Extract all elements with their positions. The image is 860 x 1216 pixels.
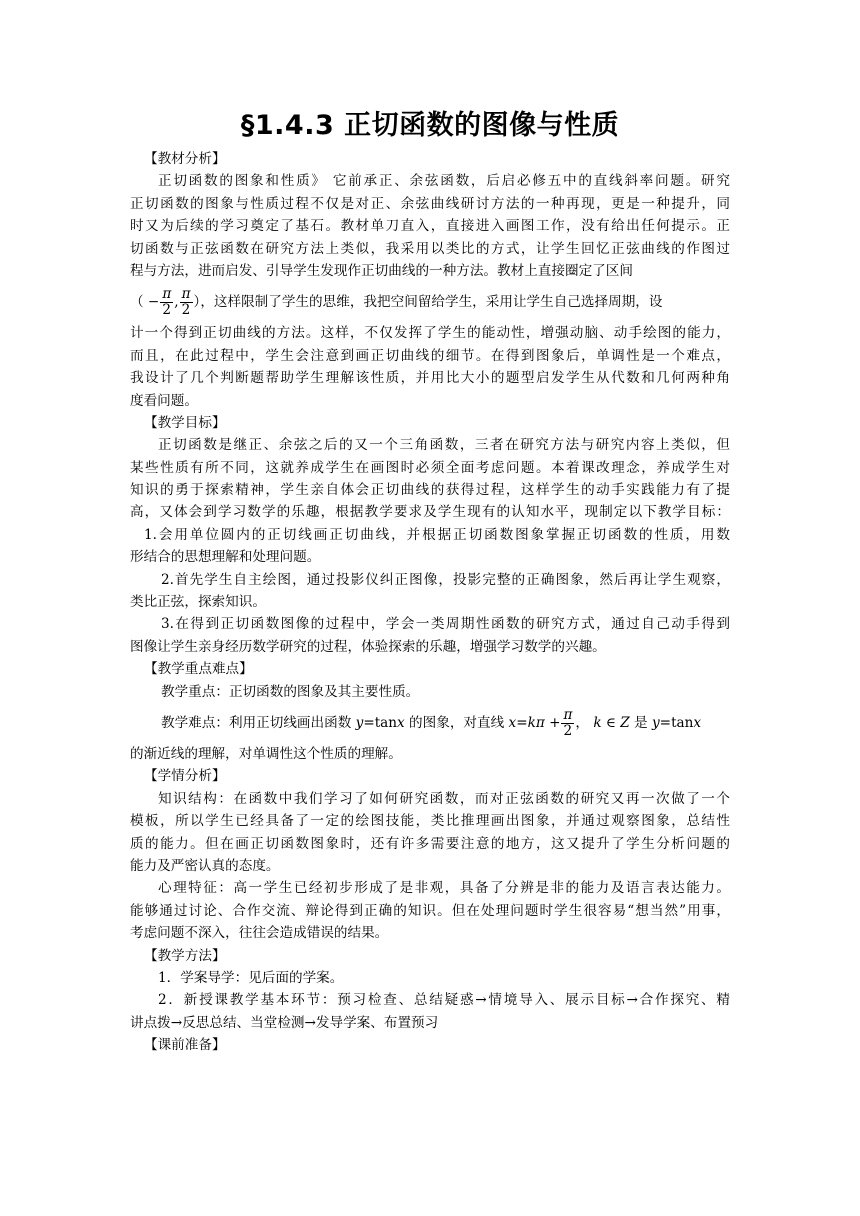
method-2-line: 讲点拨→反思总结、当堂检测→发导学案、布置预习 xyxy=(130,1014,439,1031)
section-header-student-analysis: 【学情分析】 xyxy=(144,768,226,785)
paragraph-line: 我设计了几个判断题帮助学生理解该性质，并用比大小的题型启发学生从代数和几何两种角 xyxy=(130,370,730,387)
teaching-difficulty-line xyxy=(130,703,730,743)
paragraph-line: 程与方法，进而启发、引导学生发现作正切曲线的一种方法。教材上直接圈定了区间 xyxy=(130,262,633,279)
goal-1-line: 形结合的思想理解和处理问题。 xyxy=(130,549,321,566)
fraction-pi-over-2 xyxy=(561,708,574,739)
function-y: y= xyxy=(355,714,375,731)
paragraph-line: 某些性质有所不同，这就养成学生在画图时必须全面考虑问题。本着课改理念，养成学生对 xyxy=(130,459,730,476)
function-tan: tan xyxy=(374,714,398,731)
paragraph-line: 计一个得到正切曲线的方法。这样，不仅发挥了学生的能动性，增强动脑、动手绘图的能力， xyxy=(130,325,730,342)
asymptote-equation: x=kπ + xyxy=(508,714,561,731)
document-body xyxy=(130,148,730,1056)
goal-2-line: 2.首先学生自主绘图，通过投影仪纠正图像，投影完整的正确图象，然后再让学生观察， xyxy=(161,571,730,588)
difficulty-separator: ， xyxy=(575,714,594,731)
interval-formula-line xyxy=(130,282,730,322)
paragraph-line: 正切函数是继正、余弦之后的又一个三角函数，三者在研究方法与研究内容上类似，但 xyxy=(158,437,730,454)
paragraph-line: 正切函数的图象与性质过程不仅是对正、余弦曲线研讨方法的一种再现，更是一种提升，同 xyxy=(130,195,730,212)
paragraph-line: 能够通过讨论、合作交流、辩论得到正确的知识。但在处理问题时学生很容易“想当然”用事， xyxy=(130,902,730,919)
difficulty-middle: 的图象，对直线 xyxy=(404,714,509,731)
function-tan: tan xyxy=(671,714,694,731)
interval-comma: , xyxy=(174,294,179,311)
paragraph-line: 正切函数的图象和性质》 它前承正、余弦函数，后启必修五中的直线斜率问题。研究 xyxy=(158,173,730,190)
paragraph-line: 度看问题。 xyxy=(130,392,198,409)
method-2-line: 2．新授课教学基本环节：预习检查、总结疑惑→情境导入、展示目标→合作探究、精 xyxy=(158,992,730,1009)
paragraph-line: 模板，所以学生已经具备了一定的绘图技能，类比推理画出图象，并通过观察图象，总结性 xyxy=(130,813,730,830)
interval-close: ） xyxy=(193,294,201,311)
fraction-denominator: 2 xyxy=(181,302,191,319)
fraction-pi-over-2 xyxy=(180,287,193,318)
fraction-denominator: 2 xyxy=(563,722,573,739)
section-header-teaching-goals: 【教学目标】 xyxy=(144,414,226,431)
paragraph-line: 能力及严密认真的态度。 xyxy=(130,857,280,874)
function-x: x xyxy=(693,714,702,731)
paragraph-line: 的渐近线的理解，对单调性这个性质的理解。 xyxy=(130,745,402,762)
section-header-teaching-methods: 【教学方法】 xyxy=(144,947,226,964)
paragraph-line: 时又为后续的学习奠定了基石。教材单刀直入，直接进入画图工作，没有给出任何提示。正 xyxy=(130,218,730,235)
paragraph-line: 高，又体会到学习数学的乐趣，根据教学要求及学生现有的认知水平，现制定以下教学目标： xyxy=(130,504,730,521)
section-header-textbook-analysis: 【教材分析】 xyxy=(144,151,226,167)
goal-1-line: 1.会用单位圆内的正切线画正切曲线，并根据正切函数图象掌握正切函数的性质，用数 xyxy=(144,526,730,543)
paragraph-line: 而且，在此过程中，学生会注意到画正切曲线的细节。在得到图象后，单调性是一个难点， xyxy=(130,347,730,364)
goal-3-line: 3.在得到正切函数图像的过程中，学会一类周期性函数的研究方式，通过自己动手得到 xyxy=(161,616,730,633)
goal-2-line: 类比正弦，探索知识。 xyxy=(130,594,266,611)
goal-3-line: 图像让学生亲身经历数学研究的过程，体验探索的乐趣，增强学习数学的兴趣。 xyxy=(130,638,606,655)
fraction-denominator: 2 xyxy=(162,302,171,319)
interval-rest-text: ，这样限制了学生的思维，我把空间留给学生，采用让学生自己选择周期，设 xyxy=(200,294,663,311)
paragraph-line: 知识结构：在函数中我们学习了如何研究函数，而对正弦函数的研究又再一次做了一个 xyxy=(158,790,730,807)
difficulty-prefix: 教学难点：利用正切线画出函数 xyxy=(161,714,356,731)
teaching-key-point: 教学重点：正切函数的图象及其主要性质。 xyxy=(161,683,420,700)
paragraph-line: 切函数与正弦函数在研究方法上类似，我采用以类比的方式，让学生回忆正弦曲线的作图过 xyxy=(130,240,730,257)
difficulty-is: 是 xyxy=(629,714,652,731)
paragraph-line: 考虑问题不深入，往往会造成错误的结果。 xyxy=(130,925,389,942)
section-header-key-difficulties: 【教学重点难点】 xyxy=(144,661,253,678)
section-header-preparation: 【课前准备】 xyxy=(144,1037,226,1054)
paragraph-line: 知识的勇于探索精神，学生亲自体会正切曲线的获得过程，这样学生的动手实践能力有了提 xyxy=(130,482,730,499)
interval-open: （ − xyxy=(130,294,160,311)
fraction-pi-over-2 xyxy=(160,287,173,318)
fraction-numerator: π xyxy=(563,706,573,723)
fraction-numerator: π xyxy=(181,286,191,303)
fraction-numerator: π xyxy=(162,286,172,303)
paragraph-line: 质的能力。但在画正切函数图象时，还有许多需要注意的地方，这又提升了学生分析问题的 xyxy=(130,835,730,852)
paragraph-line: 心理特征：高一学生已经初步形成了是非观，具备了分辨是非的能力及语言表达能力。 xyxy=(158,880,730,897)
page-title: §1.4.3 正切函数的图像与性质 xyxy=(240,110,620,141)
k-in-z: k ∈ Z xyxy=(593,714,630,731)
function-y: y= xyxy=(651,714,672,731)
method-1: 1．学案导学：见后面的学案。 xyxy=(158,969,344,986)
function-x: x xyxy=(397,714,405,731)
